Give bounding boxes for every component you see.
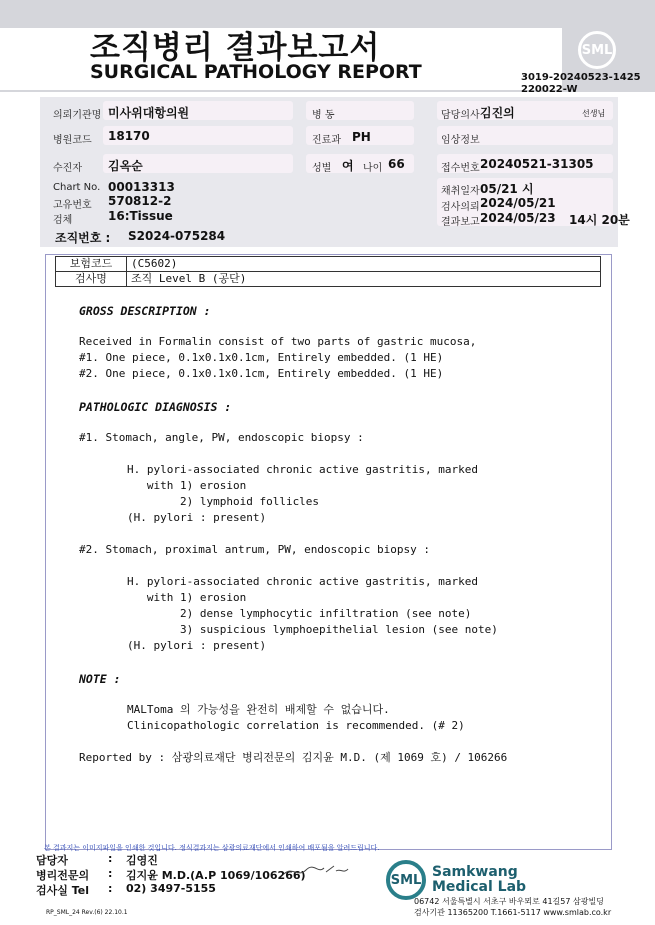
sml-logo-text: SML — [581, 42, 613, 58]
samkwang-logo-text: SML — [390, 872, 422, 888]
lab-address: 06742 서울특별시 서초구 바우뫼로 41길57 삼광빌딩 — [414, 897, 604, 906]
staff-value: 김영진 — [126, 854, 158, 867]
report-title-korean: 조직병리 결과보고서 — [90, 30, 381, 66]
gross-description — [79, 334, 476, 382]
diagnosis-line: (H. pylori : present) — [127, 511, 267, 524]
staff-colon: : — [108, 852, 113, 865]
insurance-code-value: (C5602) — [127, 257, 601, 272]
collect-value: 05/21 시 — [480, 182, 534, 196]
chart-value: 00013313 — [108, 180, 175, 194]
result-label: 결과보고 — [441, 217, 480, 228]
unique-value: 570812-2 — [108, 194, 172, 208]
reception-label: 접수번호 — [441, 163, 480, 174]
age-value: 66 — [388, 157, 405, 171]
gross-line: #2. One piece, 0.1x0.1x0.1cm, Entirely embedded. (1 HE) — [79, 367, 444, 380]
pathologist-value: 김지윤 M.D.(A.P 1069/106266) — [126, 869, 306, 882]
chart-label: Chart No. — [53, 182, 101, 193]
diagnosis-line: H. pylori-associated chronic active gastritis, marked — [127, 575, 478, 588]
reception-value: 20240521-31305 — [480, 157, 594, 171]
diagnosis2-findings — [127, 574, 498, 654]
specimen-value: 16:Tissue — [108, 209, 173, 223]
test-name-row — [56, 272, 601, 287]
diagnosis1-site: #1. Stomach, angle, PW, endoscopic biopsy : — [79, 431, 364, 444]
specimen-label: 검체 — [53, 215, 73, 226]
code-label: 병원코드 — [53, 135, 92, 146]
clinical-label: 임상정보 — [441, 135, 480, 146]
lab-tel-value: 02) 3497-5155 — [126, 882, 216, 895]
request-label: 검사의뢰 — [441, 202, 480, 213]
note-line: Clinicopathologic correlation is recommended. (# 2) — [127, 719, 465, 732]
signature — [282, 862, 352, 880]
report-id — [521, 72, 641, 96]
note-title: NOTE : — [79, 672, 121, 686]
pathologist-label: 병리전문의 — [36, 869, 90, 882]
institution-value: 미사위대항의원 — [108, 106, 190, 120]
report-id-line2: 220022-W — [521, 84, 578, 95]
test-name-label: 검사명 — [56, 272, 127, 287]
collect-label: 채취일자 — [441, 186, 480, 197]
diagnosis1-findings — [127, 462, 478, 526]
diagnosis-line: with 1) erosion — [127, 479, 247, 492]
form-code: RP_SML_24 Rev.(6) 22.10.1 — [46, 909, 128, 916]
diagnosis2-site: #2. Stomach, proximal antrum, PW, endoscopic biopsy : — [79, 543, 430, 556]
doctor-label: 담당의사 — [441, 110, 480, 121]
tissue-value: S2024-075284 — [128, 229, 226, 243]
gross-line: Received in Formalin consist of two parts of gastric mucosa, — [79, 335, 477, 348]
report-title-english: SURGICAL PATHOLOGY REPORT — [90, 61, 422, 83]
gross-line: #1. One piece, 0.1x0.1x0.1cm, Entirely embedded. (1 HE) — [79, 351, 444, 364]
report-id-line1: 3019-20240523-1425 — [521, 72, 641, 83]
diagnosis-line: 2) lymphoid follicles — [127, 495, 320, 508]
lab-name-line1: Samkwang — [432, 864, 518, 880]
lab-tel-colon: : — [108, 882, 113, 895]
diagnosis-line: (H. pylori : present) — [127, 639, 267, 652]
diagnosis-line: with 1) erosion — [127, 591, 247, 604]
insurance-code-row — [56, 257, 601, 272]
patient-value: 김옥순 — [108, 159, 143, 173]
result-date: 2024/05/23 — [480, 211, 556, 225]
samkwang-logo — [386, 860, 426, 900]
note-line: MALToma 의 가능성을 완전히 배제할 수 없습니다. — [127, 703, 390, 716]
doctor-suffix: 선생님 — [582, 109, 606, 118]
insurance-code-label: 보험코드 — [56, 257, 127, 272]
request-value: 2024/05/21 — [480, 196, 556, 210]
print-disclaimer: 본 결과지는 이미지파일을 인쇄한 것입니다. 정식결과지는 삼광의료재단에서 인쇄하여 배포됨을 알려드립니다. — [44, 844, 380, 852]
staff-label: 담당자 — [36, 854, 68, 867]
diagnosis-line: H. pylori-associated chronic active gastritis, marked — [127, 463, 478, 476]
lab-tel-label: 검사실 Tel — [36, 884, 89, 897]
tissue-label: 조직번호 : — [55, 231, 111, 245]
code-value: 18170 — [108, 129, 150, 143]
dept-value: PH — [352, 130, 371, 144]
diagnosis-title: PATHOLOGIC DIAGNOSIS : — [79, 400, 232, 414]
diagnosis-line: 3) suspicious lymphoepithelial lesion (see note) — [127, 623, 498, 636]
patient-label: 수진자 — [53, 163, 82, 174]
test-name-value: 조직 Level B (공단) — [127, 272, 601, 287]
insurance-table — [55, 256, 601, 287]
institution-label: 의뢰기관명 — [53, 110, 102, 121]
age-label: 나이 — [363, 163, 383, 174]
reported-by: Reported by : 삼광의료재단 병리전문의 김지윤 M.D. (제 1069 호) / 106266 — [79, 751, 508, 764]
diagnosis-line: 2) dense lymphocytic infiltration (see note) — [127, 607, 472, 620]
lab-name-line2: Medical Lab — [432, 879, 527, 895]
dept-label: 진료과 — [312, 135, 341, 146]
ward-label: 병 동 — [312, 110, 335, 121]
sex-label: 성별 — [312, 163, 332, 174]
sex-value: 여 — [342, 159, 354, 173]
note-body — [127, 702, 465, 734]
gross-title: GROSS DESCRIPTION : — [79, 304, 211, 318]
doctor-value: 김진의 — [480, 106, 515, 120]
pathologist-colon: : — [108, 867, 113, 880]
result-time: 14시 20분 — [569, 213, 630, 227]
lab-registry: 검사기관 11365200 T.1661-5117 www.smlab.co.kr — [414, 908, 612, 917]
unique-label: 고유번호 — [53, 200, 92, 211]
sml-logo — [578, 31, 616, 69]
